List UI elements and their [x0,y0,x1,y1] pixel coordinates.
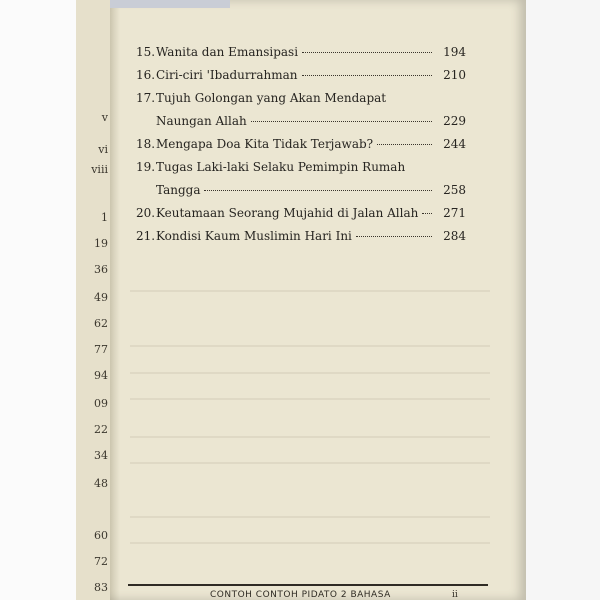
toc-title: Tujuh Golongan yang Akan Mendapat [156,91,387,105]
left-page-number: 94 [94,369,108,382]
footer-rule [128,584,488,586]
toc-page-number: 271 [443,206,466,220]
toc-title: Ciri-ciri 'Ibadurrahman [156,68,298,82]
toc-number: 19. [136,160,156,174]
bleed-through-line [130,436,490,438]
toc-page-number: 244 [443,137,466,151]
toc-entry [136,206,466,229]
toc-entry [136,229,466,252]
left-page-number: 22 [94,423,108,436]
left-page-number: 72 [94,555,108,568]
left-page-number: vi [98,143,108,156]
left-page-number: 62 [94,317,108,330]
dot-leader [302,75,433,76]
toc-title: Tugas Laki-laki Selaku Pemimpin Rumah [156,160,406,174]
toc-page-number: 284 [443,229,466,243]
toc-number: 15. [136,45,156,59]
left-page-number: 34 [94,449,108,462]
left-page-number: 60 [94,529,108,542]
table-of-contents [136,45,466,252]
toc-title: Keutamaan Seorang Mujahid di Jalan Allah [156,206,419,220]
dot-leader [422,213,432,214]
left-page-number: v [101,111,108,124]
toc-page-number: 194 [443,45,466,59]
toc-number: 18. [136,137,156,151]
toc-number: 21. [136,229,156,243]
left-page-number: 83 [94,581,108,594]
toc-entry [136,91,466,137]
toc-title: Kondisi Kaum Muslimin Hari Ini [156,229,352,243]
left-page-number: viii [91,163,108,176]
toc-number: 20. [136,206,156,220]
bleed-through-line [130,398,490,400]
footer-page-number: ii [452,590,458,600]
dot-leader [302,52,432,53]
background-surface-right [526,0,600,600]
top-edge-strip [110,0,230,8]
bleed-through-line [130,542,490,544]
left-page-number: 48 [94,477,108,490]
left-page-number: 49 [94,291,108,304]
toc-entry [136,160,466,206]
bleed-through-line [130,462,490,464]
left-page-number: 09 [94,397,108,410]
left-page-number: 1 [101,211,108,224]
background-surface-left [0,0,76,600]
bleed-through-line [130,516,490,518]
running-footer: CONTOH CONTOH PIDATO 2 BAHASA [210,590,391,600]
dot-leader [377,144,432,145]
dot-leader [251,121,432,122]
left-page-number: 36 [94,263,108,276]
toc-title-continued: Naungan Allah [156,114,247,128]
toc-entry [136,68,466,91]
dot-leader [204,190,432,191]
toc-title: Wanita dan Emansipasi [156,45,299,59]
toc-entry [136,137,466,160]
toc-number: 17. [136,91,156,105]
toc-title-continued: Tangga [156,183,201,197]
toc-page-number: 229 [443,114,466,128]
bleed-through-line [130,372,490,374]
page-gutter-shadow [110,0,120,600]
toc-title: Mengapa Doa Kita Tidak Terjawab? [156,137,374,151]
left-page-number: 77 [94,343,108,356]
toc-page-number: 258 [443,183,466,197]
toc-entry [136,45,466,68]
bleed-through-line [130,345,490,347]
bleed-through-line [130,290,490,292]
dot-leader [356,236,432,237]
toc-number: 16. [136,68,156,82]
toc-page-number: 210 [443,68,466,82]
left-page-number: 19 [94,237,108,250]
